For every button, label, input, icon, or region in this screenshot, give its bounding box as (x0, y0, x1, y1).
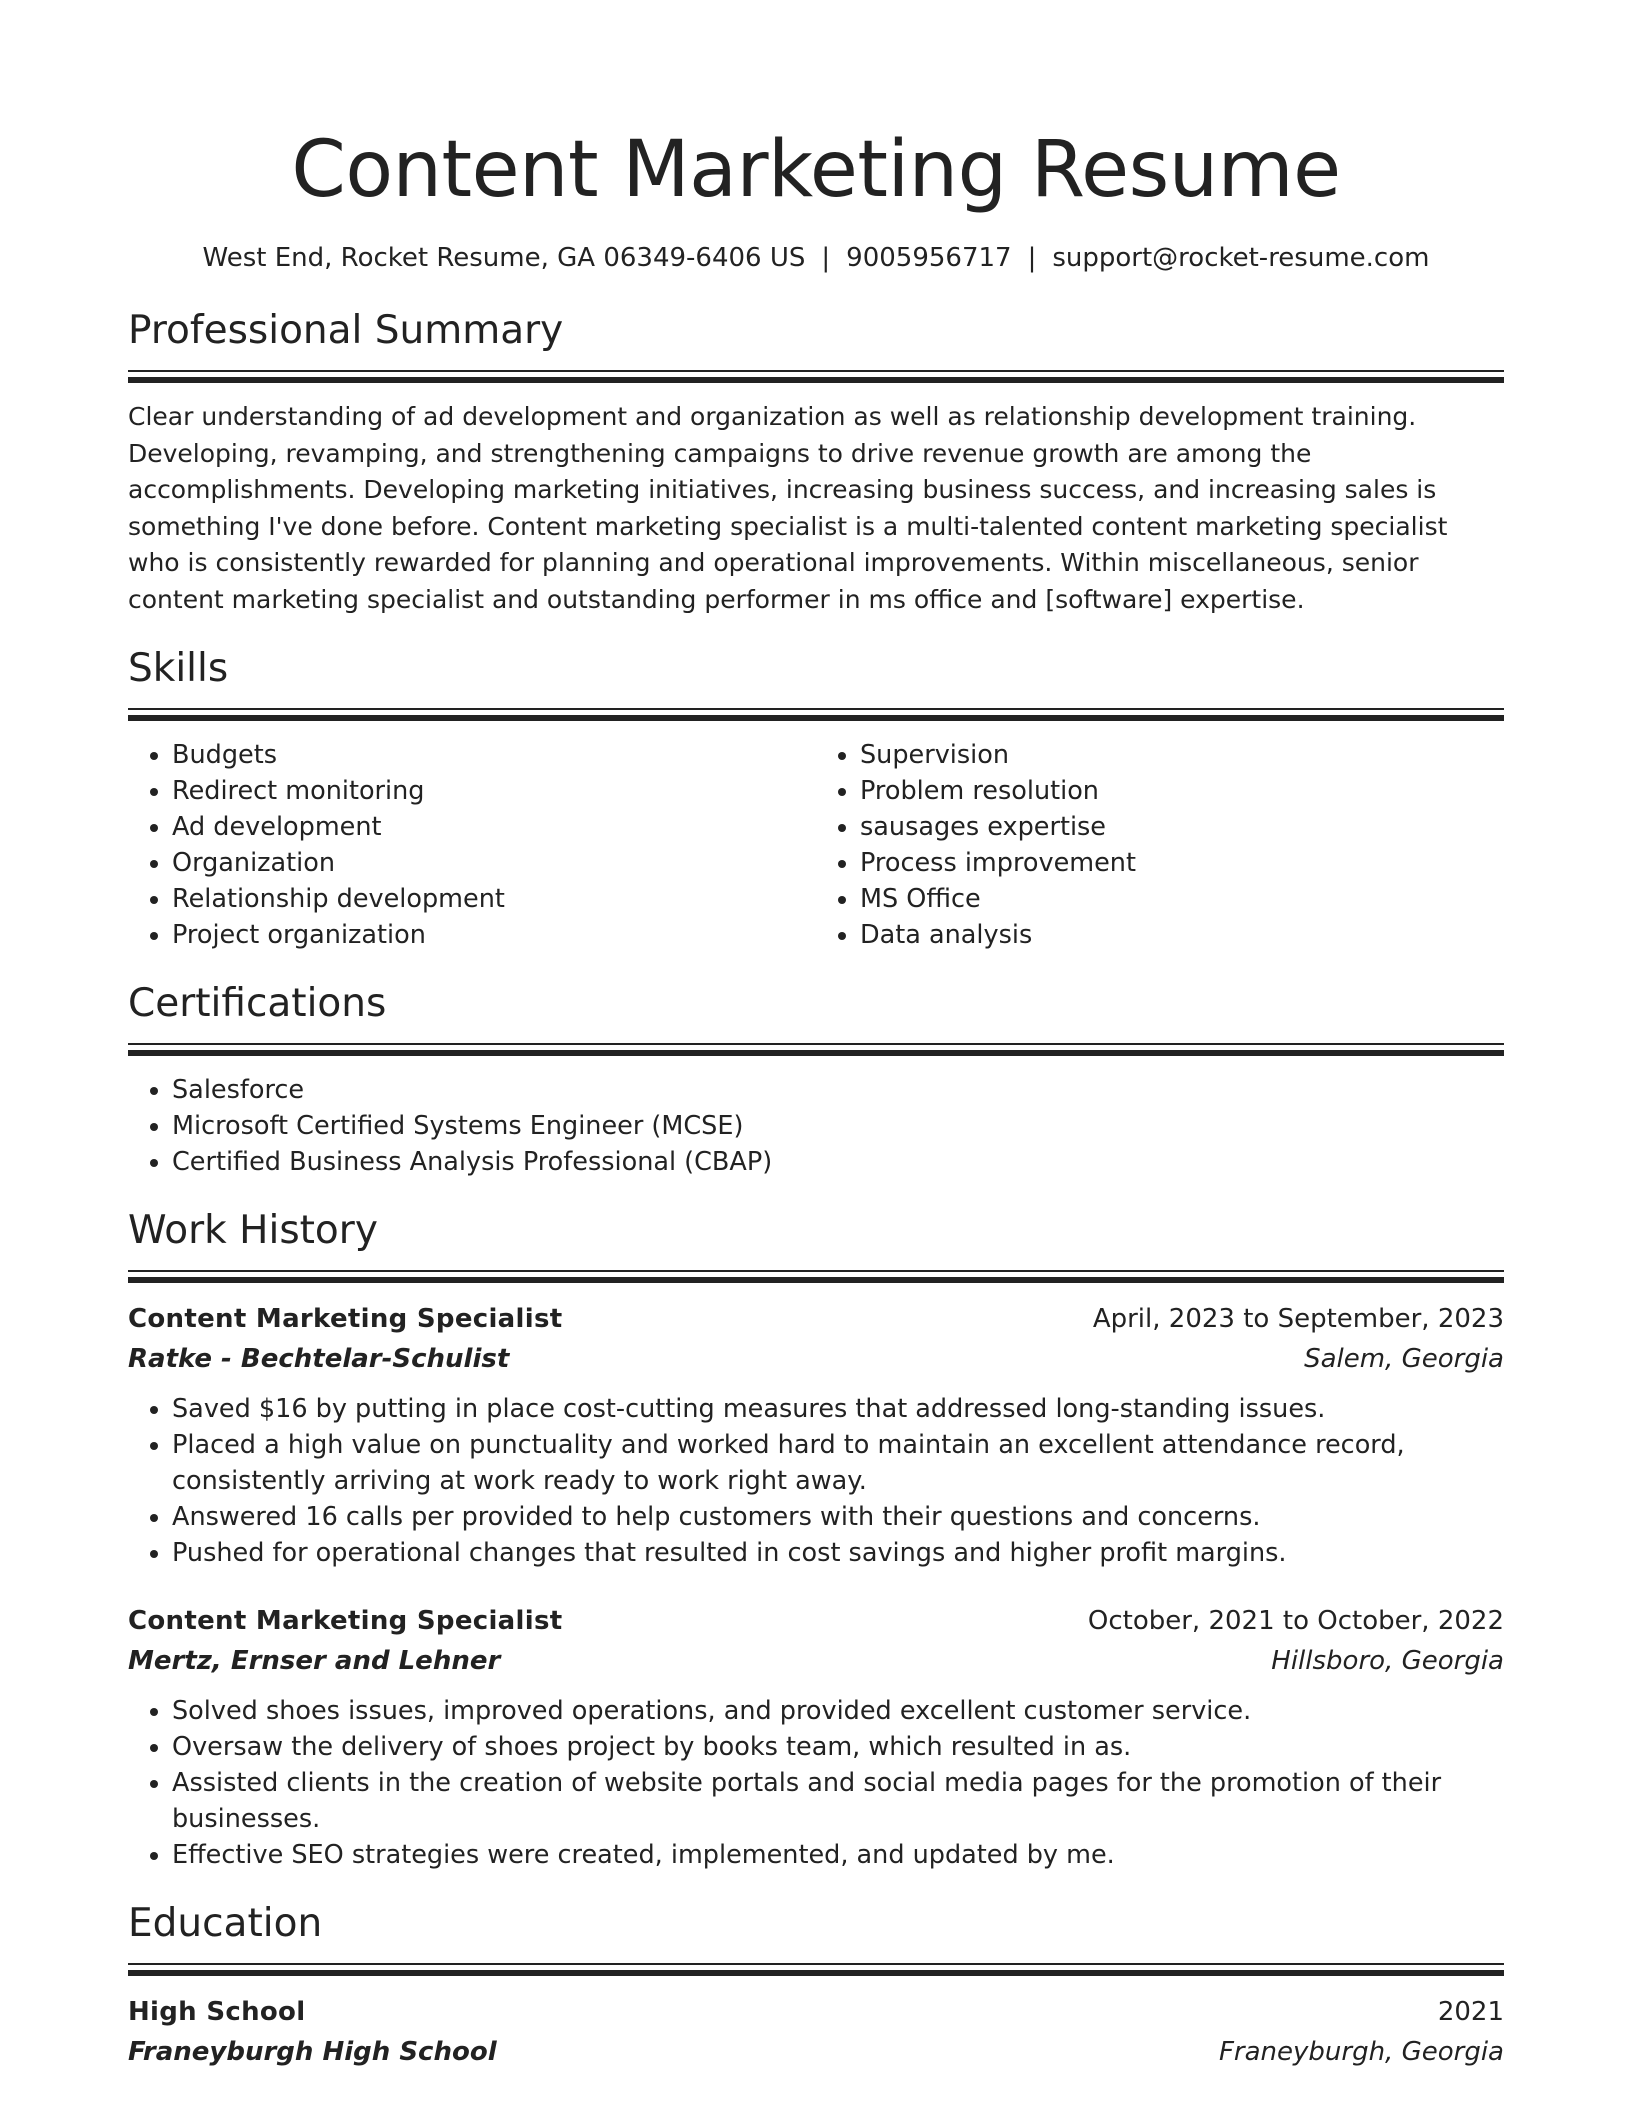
section-divider (128, 1963, 1504, 1976)
job-dates: October, 2021 to October, 2022 (1087, 1606, 1504, 1636)
job-bullet: • Assisted clients in the creation of website portals and social media pages for the promotion of their businesses. (172, 1765, 1504, 1837)
section-title-work-history: Work History (128, 1208, 378, 1253)
section-divider (128, 1043, 1504, 1056)
section-title-education: Education (128, 1901, 323, 1946)
skill-item: • Relationship development (172, 881, 816, 917)
education-location: Franeyburgh, Georgia (1218, 2037, 1504, 2067)
contact-line (128, 240, 1504, 276)
job-bullet: • Oversaw the delivery of shoes project by books team, which resulted in as. (172, 1729, 1504, 1765)
certifications-list (128, 1072, 1504, 1180)
education-entry (128, 1992, 1504, 2072)
education-header (128, 1992, 1504, 2032)
summary-section (128, 306, 1504, 618)
education-degree: High School (128, 1997, 306, 2027)
skill-item: • Supervision (860, 737, 1504, 773)
summary-text: Clear understanding of ad development and organization as well as relationship development training. Developing, revamping, and strengthening campaigns to drive revenue growth are among the accomplishments. Developing marketing initiatives, increasing business success, and increasing sales is something I've done before. Content marketing specialist is a multi-talented content marketing specialist who is consistently rewarded for planning and operational improvements. Within miscellaneous, senior content marketing specialist and outstanding performer in ms office and [software] expertise. (128, 402, 1448, 614)
certification-item: • Certified Business Analysis Professional (CBAP) (172, 1144, 1504, 1180)
job-entry (128, 1601, 1504, 1873)
skill-item: • Redirect monitoring (172, 773, 816, 809)
certification-item: • Salesforce (172, 1072, 1504, 1108)
job-title: Content Marketing Specialist (128, 1304, 563, 1334)
skill-item: • Data analysis (860, 917, 1504, 953)
section-title-skills: Skills (128, 646, 229, 691)
section-divider (128, 1270, 1504, 1283)
section-title-certifications: Certifications (128, 981, 387, 1026)
skills-section (128, 644, 1504, 953)
skill-item: • sausages expertise (860, 809, 1504, 845)
resume-title: Content Marketing Resume (291, 125, 1341, 215)
skill-item: • Project organization (172, 917, 816, 953)
work-history-section (128, 1206, 1504, 1873)
education-subheader (128, 2032, 1504, 2072)
skill-item: • Organization (172, 845, 816, 881)
job-header (128, 1299, 1504, 1339)
job-bullets (128, 1693, 1504, 1873)
contact-separator: | (821, 243, 831, 273)
skill-item: • Ad development (172, 809, 816, 845)
skill-item: • Budgets (172, 737, 816, 773)
skill-item: • Process improvement (860, 845, 1504, 881)
job-location: Salem, Georgia (1304, 1344, 1504, 1374)
education-section (128, 1899, 1504, 2072)
job-company: Ratke - Bechtelar-Schulist (128, 1344, 510, 1374)
job-bullets (128, 1391, 1504, 1571)
skills-list-left (128, 737, 816, 953)
job-header (128, 1601, 1504, 1641)
job-location: Hillsboro, Georgia (1271, 1646, 1504, 1676)
resume-page (128, 0, 1504, 2072)
job-title: Content Marketing Specialist (128, 1606, 563, 1636)
section-divider (128, 708, 1504, 721)
job-company: Mertz, Ernser and Lehner (128, 1646, 501, 1676)
section-title-summary: Professional Summary (128, 308, 564, 353)
contact-phone: 9005956717 (846, 243, 1012, 273)
job-dates: April, 2023 to September, 2023 (1092, 1304, 1504, 1334)
skills-list-right (816, 737, 1504, 953)
job-entry (128, 1299, 1504, 1571)
skills-grid (128, 737, 1504, 953)
contact-email: support@rocket-resume.com (1052, 243, 1430, 273)
education-year: 2021 (1437, 1997, 1504, 2027)
job-subheader (128, 1339, 1504, 1379)
job-bullet: • Pushed for operational changes that resulted in cost savings and higher profit margins. (172, 1535, 1504, 1571)
certifications-section (128, 979, 1504, 1180)
section-divider (128, 370, 1504, 383)
skill-item: • MS Office (860, 881, 1504, 917)
job-subheader (128, 1641, 1504, 1681)
contact-separator: | (1027, 243, 1037, 273)
job-bullet: • Effective SEO strategies were created, implemented, and updated by me. (172, 1837, 1504, 1873)
job-bullet: • Answered 16 calls per provided to help customers with their questions and concerns. (172, 1499, 1504, 1535)
job-bullet: • Saved $16 by putting in place cost-cutting measures that addressed long-standing issues. (172, 1391, 1504, 1427)
certification-item: • Microsoft Certified Systems Engineer (MCSE) (172, 1108, 1504, 1144)
education-school: Franeyburgh High School (128, 2037, 497, 2067)
job-bullet: • Solved shoes issues, improved operations, and provided excellent customer service. (172, 1693, 1504, 1729)
skill-item: • Problem resolution (860, 773, 1504, 809)
job-bullet: • Placed a high value on punctuality and worked hard to maintain an excellent attendance record, consistently arriving at work ready to work right away. (172, 1427, 1504, 1499)
contact-address: West End, Rocket Resume, GA 06349-6406 US (202, 243, 806, 273)
